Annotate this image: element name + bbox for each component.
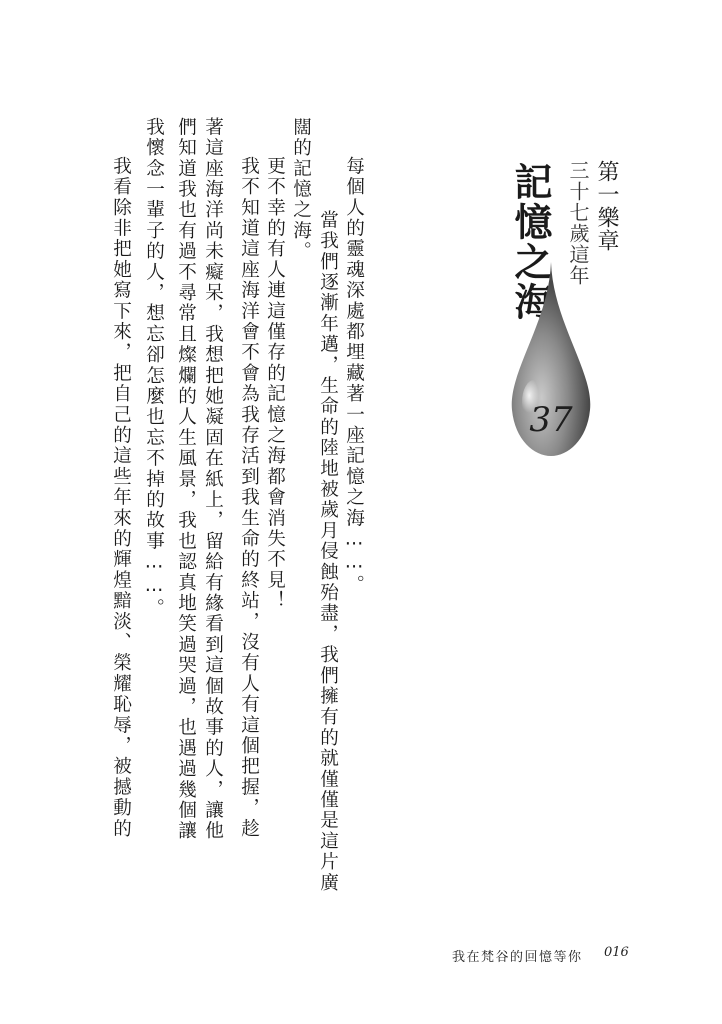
drop-ornament [506, 262, 596, 462]
chapter-label: 第一樂章 [594, 160, 619, 252]
body-column-4: 更不幸的有人連這僅存的記憶之海都會消失不見！ [264, 156, 286, 612]
chapter-subtitle: 三十七歲這年 [566, 160, 590, 286]
chapter-number: 37 [529, 400, 573, 440]
body-column-8: 我懷念一輩子的人，想忘卻怎麼也忘不掉的故事……。 [143, 117, 165, 619]
body-column-2: 當我們逐漸年邁，生命的陸地被歲月侵蝕殆盡，我們擁有的就僅僅是這片廣 [317, 210, 339, 894]
body-column-9: 我看除非把她寫下來，把自己的這些年來的輝煌黯淡、榮耀恥辱，被撼動的 [110, 156, 132, 840]
running-footer-title: 我在梵谷的回憶等你 [452, 950, 583, 965]
chapter-title: 記憶之海 [508, 162, 552, 322]
body-column-5: 我不知道這座海洋會不會為我存活到我生命的終站，沒有人有這個把握，趁 [238, 156, 260, 840]
body-column-7: 們知道我也有過不尋常且燦爛的人生風景，我也認真地笑過哭過，也遇過幾個讓 [175, 117, 197, 842]
body-column-6: 著這座海洋尚未癡呆，我想把她凝固在紙上，留給有緣看到這個故事的人，讓他 [202, 117, 224, 842]
page-number: 016 [604, 945, 629, 960]
body-column-3: 闊的記憶之海。 [290, 117, 312, 262]
body-column-1: 每個人的靈魂深處都埋藏著一座記憶之海……。 [343, 156, 365, 596]
